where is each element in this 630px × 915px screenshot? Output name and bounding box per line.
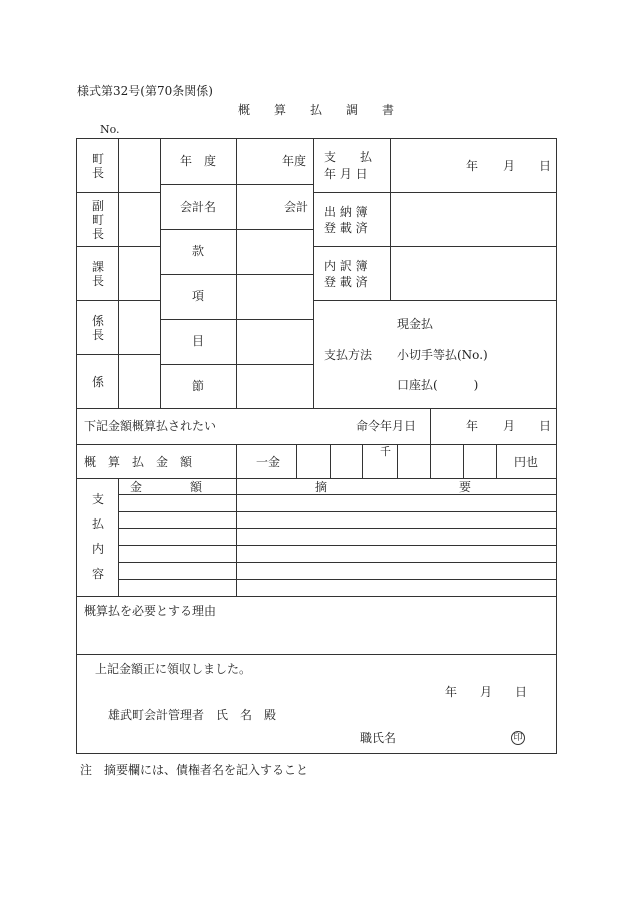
payment-date-label-2: 年 月 日 bbox=[324, 167, 368, 181]
order-date-label: 命令年月日 bbox=[356, 419, 417, 433]
order-date-month: 月 bbox=[503, 419, 516, 433]
title-name-label: 職氏名 bbox=[360, 731, 397, 745]
details-side-label: 支 払 内 容 bbox=[91, 492, 104, 581]
approver-deputy-mayor: 副 町 長 bbox=[91, 199, 104, 241]
setsu-label: 節 bbox=[192, 379, 205, 393]
payment-date-year: 年 bbox=[466, 159, 479, 173]
approver-staff: 係 bbox=[91, 375, 104, 389]
amount-thousand-marker: 千 bbox=[380, 445, 391, 458]
fiscal-year-label: 年 度 bbox=[180, 154, 217, 168]
details-col-summary: 摘 要 bbox=[315, 480, 472, 494]
approver-subsection-chief: 係 長 bbox=[91, 314, 104, 342]
seal-mark: 印 bbox=[511, 731, 525, 745]
number-label: No. bbox=[100, 123, 120, 136]
method-cash: 現金払 bbox=[397, 317, 434, 331]
payment-date-label-1: 支 払 bbox=[324, 150, 373, 164]
breakdown-label-1: 内 訳 簿 bbox=[324, 259, 368, 273]
payment-method-label: 支払方法 bbox=[324, 348, 373, 362]
ledger-label-2: 登 載 済 bbox=[324, 221, 368, 235]
method-transfer: 口座払( ) bbox=[397, 378, 479, 392]
payment-date-day: 日 bbox=[539, 159, 552, 173]
amount-prefix: 一金 bbox=[256, 455, 281, 469]
reason-label: 概算払を必要とする理由 bbox=[84, 604, 217, 618]
payment-date-month: 月 bbox=[503, 159, 516, 173]
account-suffix: 会計 bbox=[284, 200, 309, 214]
approver-mayor: 町 長 bbox=[91, 152, 104, 180]
breakdown-label-2: 登 載 済 bbox=[324, 275, 368, 289]
order-date-year: 年 bbox=[466, 419, 479, 433]
amount-label: 概 算 払 金 額 bbox=[84, 455, 193, 469]
details-col-amount: 金 額 bbox=[130, 480, 203, 494]
footnote: 注 摘要欄には、債権者名を記入すること bbox=[80, 763, 309, 777]
receipt-year: 年 bbox=[445, 685, 458, 699]
receipt-month: 月 bbox=[480, 685, 493, 699]
fiscal-year-suffix: 年度 bbox=[282, 154, 307, 168]
form-number: 様式第32号(第70条関係) bbox=[77, 84, 213, 98]
amount-suffix: 円也 bbox=[514, 455, 539, 469]
account-name-label: 会計名 bbox=[180, 200, 217, 214]
receipt-text: 上記金額正に領収しました。 bbox=[95, 662, 252, 676]
receipt-addressee: 雄武町会計管理者 氏 名 殿 bbox=[108, 708, 277, 722]
approver-section-chief: 課 長 bbox=[91, 260, 104, 288]
moku-label: 目 bbox=[192, 334, 205, 348]
method-check: 小切手等払(No.) bbox=[397, 348, 488, 362]
request-text: 下記金額概算払されたい bbox=[84, 419, 217, 433]
ledger-label-1: 出 納 簿 bbox=[324, 205, 368, 219]
receipt-day: 日 bbox=[515, 685, 528, 699]
kan-label: 款 bbox=[192, 244, 205, 258]
order-date-day: 日 bbox=[539, 419, 552, 433]
kou-label: 項 bbox=[192, 289, 205, 303]
page-title: 概 算 払 調 書 bbox=[238, 103, 395, 117]
